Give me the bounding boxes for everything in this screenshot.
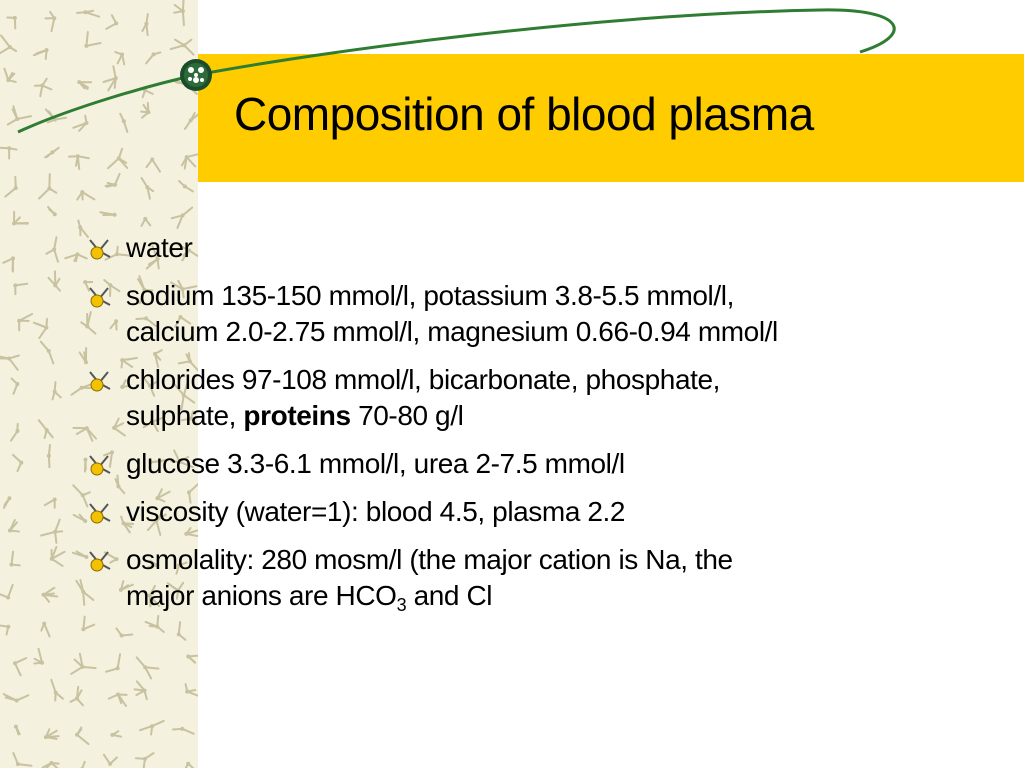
list-item: [86, 446, 986, 482]
bullet-text: chlorides 97-108 mmol/l, bicarbonate, phosphate,: [126, 364, 721, 395]
list-item: [86, 230, 986, 266]
molecule-bullet-icon: [86, 453, 112, 477]
molecule-bullet-icon: [86, 237, 112, 261]
bullet-text-line2: [126, 398, 986, 434]
molecule-bullet-icon: [86, 285, 112, 309]
bullet-text: viscosity (water=1): blood 4.5, plasma 2.2: [126, 496, 626, 527]
list-item: [86, 278, 986, 350]
bullet-text-post: 70-80 g/l: [350, 400, 464, 431]
bullet-text-line2: [126, 578, 986, 614]
bullet-text: calcium 2.0-2.75 mmol/l, magnesium 0.66-0.94 mmol/l: [126, 316, 778, 347]
bullet-list: [86, 230, 986, 626]
bullet-text: water: [126, 232, 193, 263]
bullet-text-pre: major anions are HCO: [126, 580, 397, 611]
molecule-bullet-icon: [86, 549, 112, 573]
bullet-text: glucose 3.3-6.1 mmol/l, urea 2-7.5 mmol/l: [126, 448, 625, 479]
bullet-text: osmolality: 280 mosm/l (the major cation is Na, the: [126, 544, 733, 575]
bullet-text-post: and Cl: [406, 580, 493, 611]
bullet-text-bold: proteins: [243, 400, 351, 431]
bullet-text: sodium 135-150 mmol/l, potassium 3.8-5.5 mmol/l,: [126, 280, 734, 311]
list-item: [86, 362, 986, 434]
bullet-text-pre: sulphate,: [126, 400, 244, 431]
list-item: [86, 494, 986, 530]
slide-title: Composition of blood plasma: [234, 88, 814, 140]
subscript-3: 3: [396, 595, 407, 615]
molecule-bullet-icon: [86, 369, 112, 393]
molecule-bullet-icon: [86, 501, 112, 525]
list-item: [86, 542, 986, 614]
